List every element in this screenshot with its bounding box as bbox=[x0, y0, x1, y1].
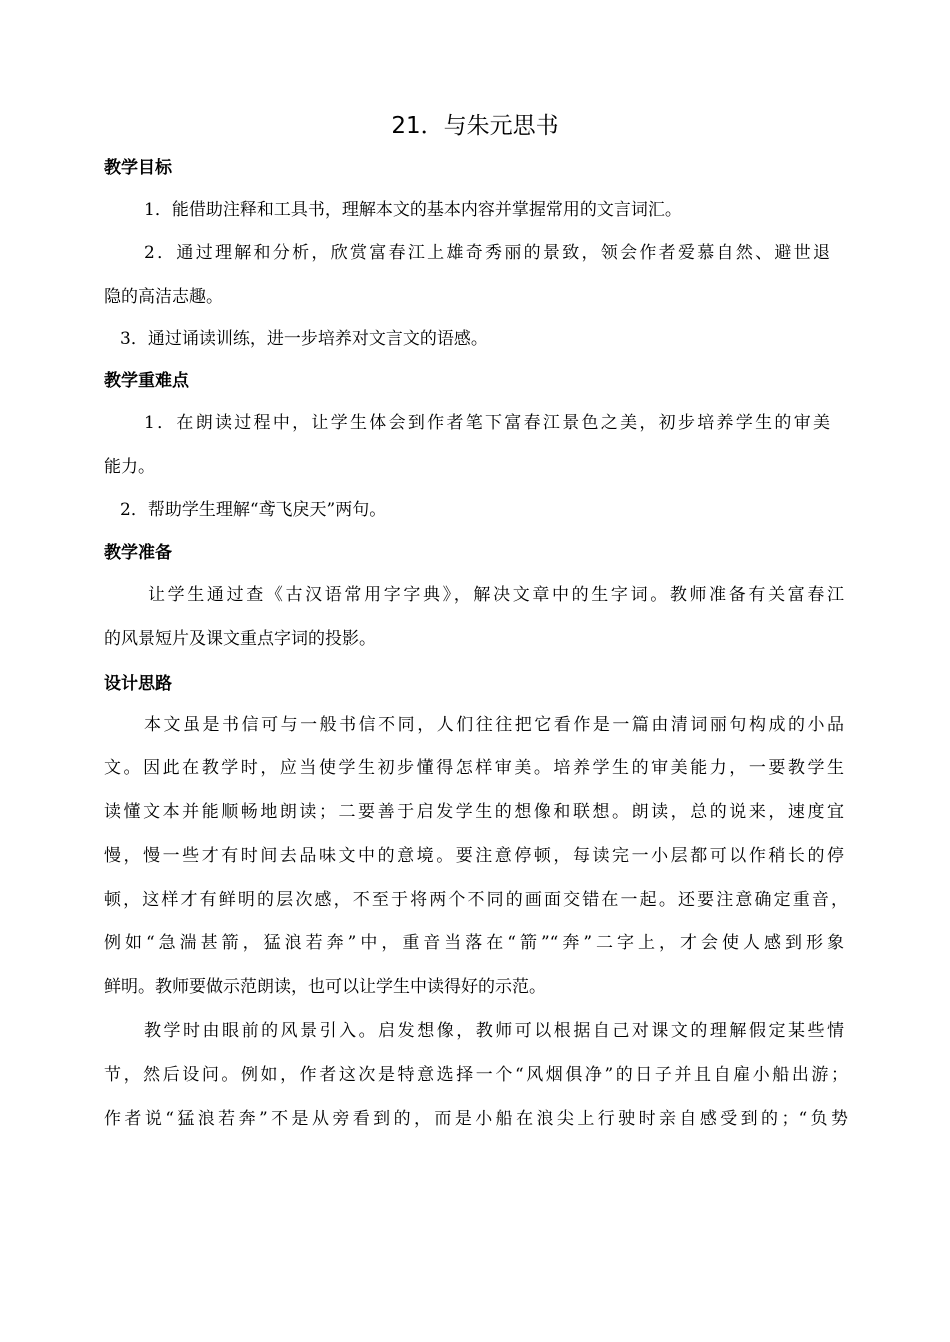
section-heading-design: 设计思路 bbox=[104, 674, 172, 694]
design-paragraph-1-line: 例如“急湍甚箭，猛浪若奔”中，重音当落在“箭”“奔”二字上，才会使人感到形象 bbox=[104, 933, 844, 953]
difficulty-item-1-line-2: 能力。 bbox=[104, 457, 155, 477]
difficulty-item-2: 2．帮助学生理解“鸢飞戾天”两句。 bbox=[120, 500, 387, 520]
design-paragraph-2-line: 教学时由眼前的风景引入。启发想像，教师可以根据自己对课文的理解假定某些情 bbox=[144, 1021, 844, 1041]
design-paragraph-2-line: 作者说“猛浪若奔”不是从旁看到的，而是小船在浪尖上行驶时亲自感受到的；“负势 bbox=[104, 1109, 848, 1129]
goal-item-2-line-2: 隐的高洁志趣。 bbox=[104, 287, 223, 307]
design-paragraph-1-line: 鲜明。教师要做示范朗读，也可以让学生中读得好的示范。 bbox=[104, 977, 546, 997]
preparation-line-1: 让学生通过查《古汉语常用字字典》，解决文章中的生字词。教师准备有关富春江 bbox=[148, 585, 844, 605]
goal-item-3: 3．通过诵读训练，进一步培养对文言文的语感。 bbox=[120, 329, 488, 349]
design-paragraph-2-line: 节，然后设问。例如，作者这次是特意选择一个“风烟俱净”的日子并且自雇小船出游； bbox=[104, 1065, 848, 1085]
goal-item-2-line-1: 2．通过理解和分析，欣赏富春江上雄奇秀丽的景致，领会作者爱慕自然、避世退 bbox=[144, 243, 830, 263]
design-paragraph-1-line: 慢，慢一些才有时间去品味文中的意境。要注意停顿，每读完一小层都可以作稍长的停 bbox=[104, 846, 844, 866]
goal-item-1: 1．能借助注释和工具书，理解本文的基本内容并掌握常用的文言词汇。 bbox=[144, 200, 682, 220]
page-title: 21．与朱元思书 bbox=[391, 113, 559, 139]
section-heading-preparation: 教学准备 bbox=[104, 543, 172, 563]
design-paragraph-1-line: 顿，这样才有鲜明的层次感，不至于将两个不同的画面交错在一起。还要注意确定重音， bbox=[104, 890, 848, 910]
preparation-line-2: 的风景短片及课文重点字词的投影。 bbox=[104, 629, 376, 649]
section-heading-goals: 教学目标 bbox=[104, 158, 172, 178]
difficulty-item-1-line-1: 1．在朗读过程中，让学生体会到作者笔下富春江景色之美，初步培养学生的审美 bbox=[144, 413, 830, 433]
design-paragraph-1-line: 文。因此在教学时，应当使学生初步懂得怎样审美。培养学生的审美能力，一要教学生 bbox=[104, 758, 844, 778]
design-paragraph-1-line: 本文虽是书信可与一般书信不同，人们往往把它看作是一篇由清词丽句构成的小品 bbox=[144, 715, 844, 735]
section-heading-difficulties: 教学重难点 bbox=[104, 371, 189, 391]
design-paragraph-1-line: 读懂文本并能顺畅地朗读；二要善于启发学生的想像和联想。朗读，总的说来，速度宜 bbox=[104, 802, 844, 822]
